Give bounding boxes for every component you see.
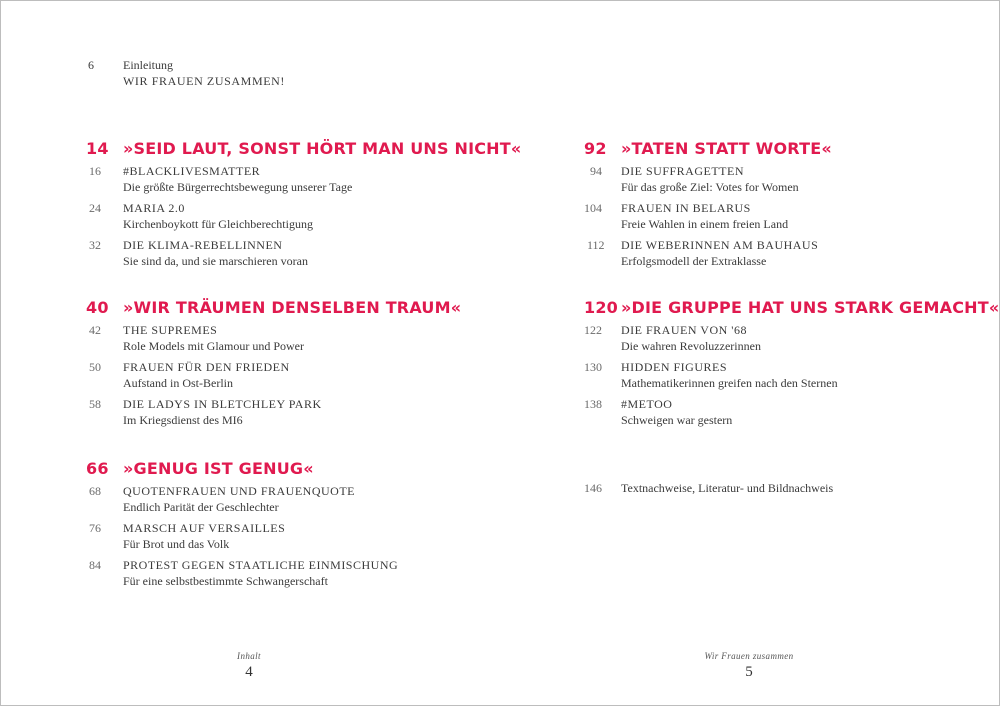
entry-page-number: 146 (584, 481, 602, 495)
section-title: »GENUG IST GENUG« (123, 459, 314, 478)
entry-page-number: 76 (89, 521, 101, 535)
entry-title: #METOO (621, 397, 673, 411)
entry-title: FRAUEN IN BELARUS (621, 201, 751, 215)
footer-left (149, 651, 349, 681)
section-title: »DIE GRUPPE HAT UNS STARK GEMACHT« (621, 298, 1000, 317)
entry-subtitle: Schweigen war gestern (621, 413, 733, 427)
entry-title: QUOTENFRAUEN UND FRAUENQUOTE (123, 484, 355, 498)
entry-subtitle: Endlich Parität der Geschlechter (123, 500, 279, 514)
entry-title: DIE SUFFRAGETTEN (621, 164, 745, 178)
entry-page-number: 122 (584, 323, 602, 337)
entry-subtitle: Sie sind da, und sie marschieren voran (123, 254, 308, 268)
entry-page-number: 58 (89, 397, 101, 411)
entry-subtitle: Für eine selbstbestimmte Schwangerschaft (123, 574, 328, 588)
section-title: »WIR TRÄUMEN DENSELBEN TRAUM« (123, 298, 462, 317)
intro-page-number: 6 (88, 58, 94, 72)
section-title: »SEID LAUT, SONST HÖRT MAN UNS NICHT« (123, 139, 522, 158)
section-page-number: 66 (86, 459, 109, 478)
page-number: 4 (245, 664, 253, 680)
section-page-number: 120 (584, 298, 618, 317)
entry-title: DIE WEBERINNEN AM BAUHAUS (621, 238, 819, 252)
entry-subtitle: Kirchenboykott für Gleichberechtigung (123, 217, 313, 231)
page-number: 5 (745, 664, 753, 680)
section-page-number: 14 (86, 139, 109, 158)
entry-subtitle: Die wahren Revoluzzerinnen (621, 339, 761, 353)
entry-subtitle: Freie Wahlen in einem freien Land (621, 217, 789, 231)
entry-title: Textnachweise, Literatur- und Bildnachweis (621, 481, 834, 495)
entry-title: THE SUPREMES (123, 323, 218, 337)
entry-page-number: 130 (584, 360, 602, 374)
intro-title: Einleitung (123, 58, 173, 72)
entry-page-number: 68 (89, 484, 101, 498)
section-page-number: 40 (86, 298, 109, 317)
entry-page-number: 138 (584, 397, 602, 411)
intro-subtitle: WIR FRAUEN ZUSAMMEN! (123, 74, 285, 88)
entry-subtitle: Aufstand in Ost-Berlin (123, 376, 233, 390)
entry-page-number: 84 (89, 558, 101, 572)
entry-title: #BLACKLIVESMATTER (123, 164, 261, 178)
entry-title: FRAUEN FÜR DEN FRIEDEN (123, 360, 290, 374)
entry-subtitle: Erfolgsmodell der Extraklasse (621, 254, 767, 268)
entry-subtitle: Für das große Ziel: Votes for Women (621, 180, 799, 194)
entry-subtitle: Für Brot und das Volk (123, 537, 230, 551)
section-title: »TATEN STATT WORTE« (621, 139, 832, 158)
entry-title: DIE FRAUEN VON '68 (621, 323, 747, 337)
entry-subtitle: Im Kriegsdienst des MI6 (123, 413, 243, 427)
entry-title: PROTEST GEGEN STAATLICHE EINMISCHUNG (123, 558, 399, 572)
entry-subtitle: Die größte Bürgerrechtsbewegung unserer Tage (123, 180, 353, 194)
entry-page-number: 94 (590, 164, 602, 178)
entry-title: MARSCH AUF VERSAILLES (123, 521, 286, 535)
entry-subtitle: Mathematikerinnen greifen nach den Sternen (621, 376, 838, 390)
entry-title: DIE KLIMA-REBELLINNEN (123, 238, 283, 252)
entry-title: MARIA 2.0 (123, 201, 185, 215)
section-page-number: 92 (584, 139, 607, 158)
entry-page-number: 16 (89, 164, 101, 178)
running-head: Wir Frauen zusammen (704, 651, 794, 661)
footer-right (649, 651, 849, 681)
entry-page-number: 50 (89, 360, 101, 374)
running-head: Inhalt (237, 651, 261, 661)
entry-page-number: 104 (584, 201, 602, 215)
entry-page-number: 42 (89, 323, 101, 337)
entry-title: DIE LADYS IN BLETCHLEY PARK (123, 397, 322, 411)
entry-title: HIDDEN FIGURES (621, 360, 727, 374)
entry-subtitle: Role Models mit Glamour und Power (123, 339, 304, 353)
entry-page-number: 32 (89, 238, 101, 252)
entry-page-number: 112 (587, 238, 605, 252)
entry-page-number: 24 (89, 201, 101, 215)
